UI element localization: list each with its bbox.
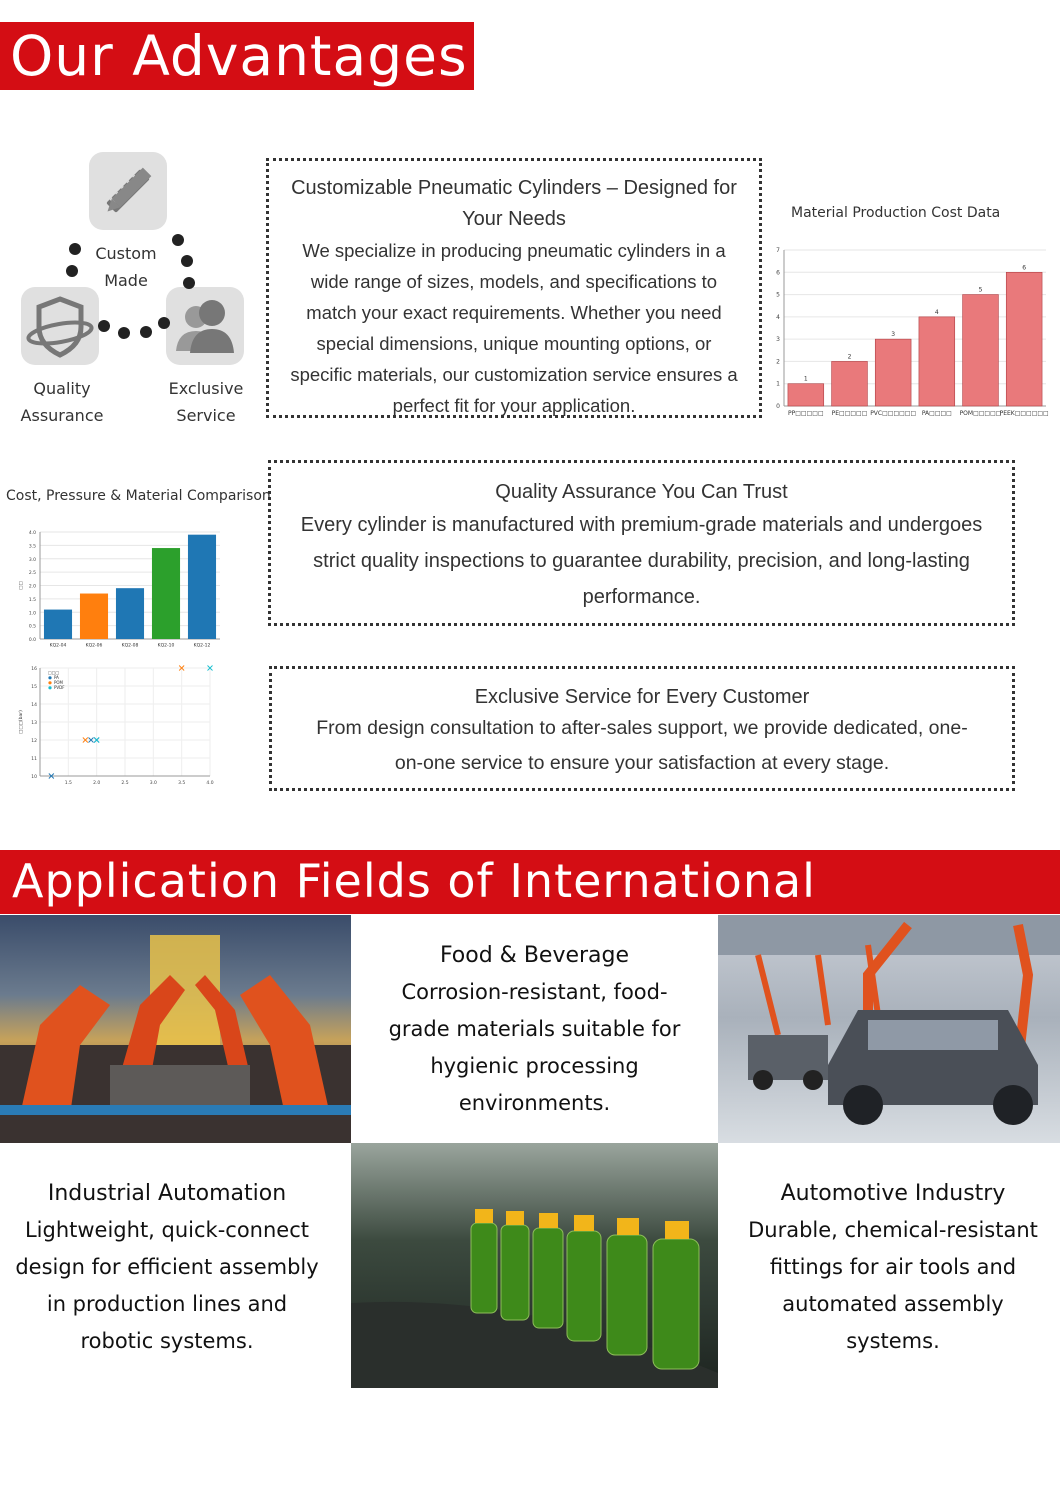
x-tick-label: KQ2-10 [157,643,175,649]
data-label: 1 [803,375,808,383]
cycle-dot [118,327,130,339]
label-line: Custom [95,244,157,263]
users-icon [166,287,244,365]
card-body: Lightweight, quick-connect design for efficient assembly in production lines and robotic systems. [15,1218,319,1353]
bottling-line-image [351,1143,718,1388]
bar [832,361,868,406]
x-tick-label: 4.0 [206,781,214,786]
y-tick-label: 12 [31,739,37,744]
industrial-automation-card [0,1175,334,1360]
bar [44,610,72,639]
cycle-dot [158,317,170,329]
box-body: We specialize in producing pneumatic cylinders in a wide range of sizes, models, and specifications to match your exact requirements. Whether you need special dimensions, unique mounting options, or specific materials, our customization service ensures a perfect fit for your application. [290,240,738,416]
x-tick-label: 3.5 [178,781,186,786]
bar [963,295,999,406]
y-tick-label: 2.0 [28,584,36,590]
cycle-dot [69,243,81,255]
card-title: Industrial Automation [47,1181,287,1206]
cycle-dot [183,277,195,289]
section-title: Application Fields of International [12,854,816,908]
legend-marker [48,681,51,684]
bar [116,588,144,639]
label-line: Service [176,406,236,425]
x-tick-label: KQ2-06 [85,643,103,649]
cycle-dot [172,234,184,246]
x-tick-label: POM□□□□□ [959,410,1002,417]
label-line: Exclusive [168,379,244,398]
cost-chart-title: Material Production Cost Data [791,205,1001,221]
customizable-box [266,158,762,418]
quality-box [268,460,1015,626]
y-tick-label: 3.5 [28,544,36,550]
label-line: Made [104,271,148,290]
bar [919,317,955,406]
bar [80,594,108,639]
comparison-bar-chart [14,522,224,650]
x-tick-label: KQ2-04 [49,643,67,649]
tools-icon [89,152,167,230]
y-tick-label: 2.5 [28,571,36,577]
card-body: Durable, chemical-resistant fittings for air tools and automated assembly systems. [748,1218,1038,1353]
custom-made-label [86,240,166,294]
y-tick-label: 14 [31,703,37,708]
car-assembly-image [718,915,1060,1143]
bar [788,384,824,406]
y-tick-label: 13 [31,721,37,726]
x-tick-label: PEEK□□□□□□ [999,410,1049,417]
food-beverage-card [351,937,718,1122]
cost-bar-chart [770,240,1050,420]
x-tick-label: PP□□□□□ [788,410,824,417]
y-tick-label: 7 [776,247,780,254]
x-tick-label: 2.0 [93,781,101,786]
exclusive-box [269,666,1015,791]
y-tick-label: 4.0 [28,531,36,536]
legend-label: PVDF [54,685,65,690]
y-tick-label: 0.5 [28,624,36,630]
legend-title: □□□ [48,670,60,675]
cycle-dot [140,326,152,338]
cycle-dot [98,320,110,332]
data-label: 3 [891,331,896,339]
y-tick-label: 3 [776,336,780,344]
label-line: Quality [33,379,91,398]
bar [1006,272,1042,406]
data-label: 6 [1022,264,1027,272]
x-tick-label: PE□□□□□ [831,410,868,417]
section-header-advantages [0,22,474,90]
cycle-dot [66,265,78,277]
card-title: Automotive Industry [780,1181,1006,1206]
y-tick-label: 1 [776,380,780,388]
y-tick-label: 1.0 [28,611,36,617]
bar [875,339,911,406]
quality-assurance-label [12,375,112,429]
section-header-applications [0,850,1060,914]
bar [188,535,216,639]
y-axis-label: □□ [19,581,24,590]
legend-label: PA [54,675,59,680]
x-tick-label: KQ2-12 [193,643,211,649]
y-tick-label: 5 [776,291,780,299]
y-tick-label: 11 [31,757,37,762]
y-tick-label: 0 [776,403,780,410]
legend-marker [48,686,51,689]
x-tick-label: PVC□□□□□□ [870,410,917,417]
automotive-industry-card [734,1175,1052,1360]
y-tick-label: 16 [31,667,37,672]
card-title: Food & Beverage [439,943,630,968]
box-title: Quality Assurance You Can Trust [495,481,788,503]
box-body: Every cylinder is manufactured with premium-grade materials and undergoes strict quality inspections to guarantee durability, precision, and long-lasting performance. [300,514,983,608]
shield-icon [21,287,99,365]
x-tick-label: 1.5 [64,781,72,786]
box-title: Exclusive Service for Every Customer [474,686,810,708]
y-tick-label: 3.0 [28,557,36,563]
legend-label: POM [54,680,64,685]
y-tick-label: 15 [31,685,37,690]
box-body: From design consultation to after-sales support, we provide dedicated, one-on-one service to ensure your satisfaction at every stage. [316,717,968,774]
x-tick-label: PA□□□□ [921,410,952,417]
exclusive-service-label [158,375,254,429]
y-tick-label: 2 [776,358,780,366]
cycle-dot [181,255,193,267]
y-tick-label: 1.5 [28,597,36,603]
data-label: 2 [847,353,852,361]
y-tick-label: 4 [776,313,780,321]
x-tick-label: 2.5 [121,781,129,786]
x-tick-label: 3.0 [149,781,157,786]
label-line: Assurance [20,406,104,425]
legend-marker [48,676,51,679]
y-axis-label: □□□(bar) [19,710,24,734]
y-tick-label: 6 [776,269,780,277]
data-label: 4 [934,308,939,316]
bar [152,548,180,639]
card-body: Corrosion-resistant, food-grade materials suitable for hygienic processing environments. [388,980,681,1115]
data-label: 5 [978,286,983,294]
pressure-scatter-chart [14,660,214,792]
comparison-chart-title: Cost, Pressure & Material Comparison [6,488,271,504]
x-tick-label: KQ2-08 [121,643,139,649]
y-tick-label: 10 [31,775,37,780]
section-title: Our Advantages [10,24,468,88]
y-tick-label: 0.0 [28,638,36,643]
robotic-arms-image [0,915,351,1143]
box-title: Customizable Pneumatic Cylinders – Designed for Your Needs [291,177,737,230]
